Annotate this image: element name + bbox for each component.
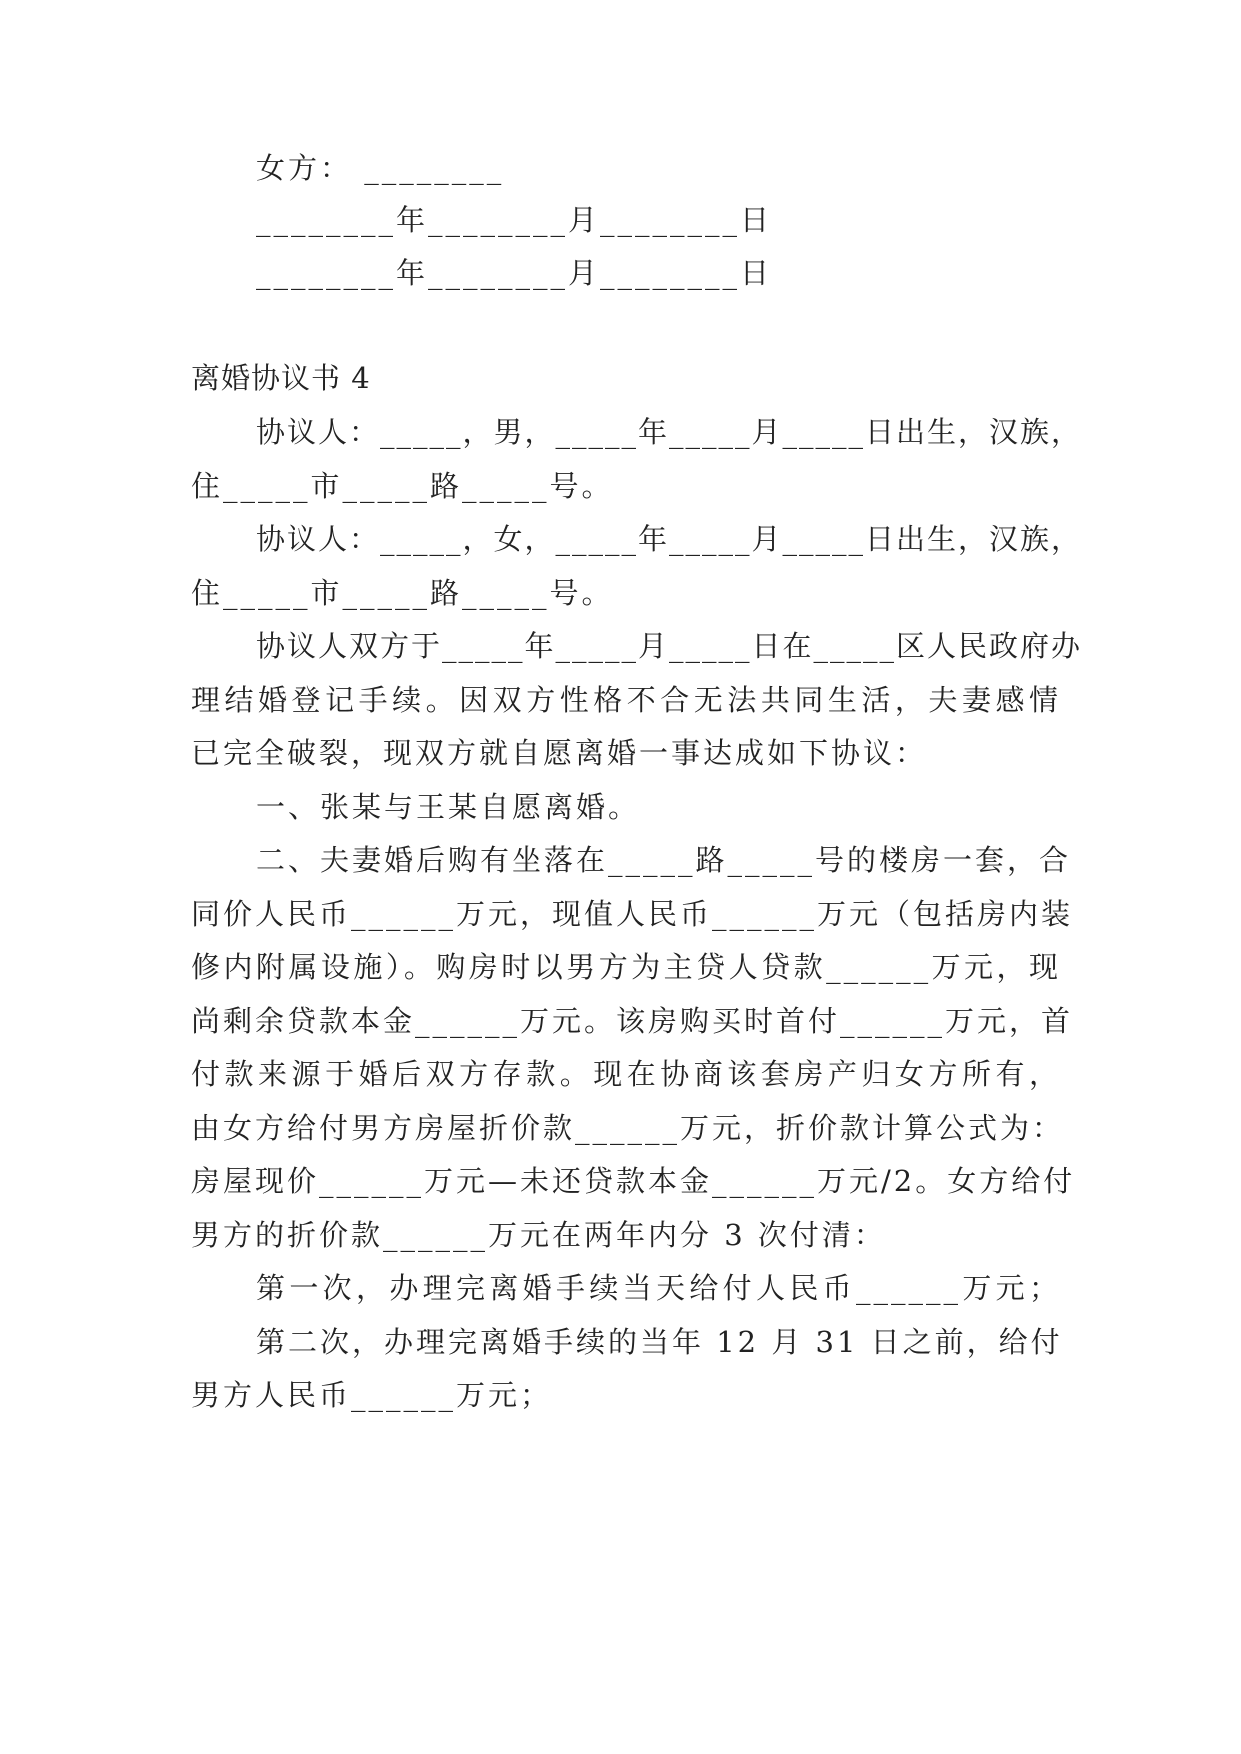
body-line: 协议人双方于_____年_____月_____日在_____区人民政府办 bbox=[256, 629, 1083, 663]
body-line: 住_____市_____路_____号。 bbox=[191, 576, 614, 610]
body-line: 协议人：_____，女，_____年_____月_____日出生，汉族， bbox=[256, 522, 1083, 556]
body-line: 同价人民币______万元，现值人民币______万元（包括房内装 bbox=[191, 897, 1074, 931]
body-line: 房屋现价______万元—未还贷款本金______万元/2。女方给付 bbox=[191, 1164, 1076, 1198]
body-line: 付款来源于婚后双方存款。现在协商该套房产归女方所有， bbox=[191, 1057, 1061, 1091]
body-line: 修内附属设施）。购房时以男方为主贷人贷款______万元，现 bbox=[191, 950, 1061, 984]
body-line: 第一次，办理完离婚手续当天给付人民币______万元； bbox=[256, 1271, 1061, 1305]
document-title: 离婚协议书 4 bbox=[191, 361, 371, 395]
body-line: 男方的折价款______万元在两年内分 3 次付清： bbox=[191, 1218, 886, 1252]
body-line: 理结婚登记手续。因双方性格不合无法共同生活，夫妻感情 bbox=[191, 683, 1061, 717]
body-line: 协议人：_____，男，_____年_____月_____日出生，汉族， bbox=[256, 415, 1083, 449]
body-line: 由女方给付男方房屋折价款______万元，折价款计算公式为： bbox=[191, 1111, 1065, 1145]
body-line: 住_____市_____路_____号。 bbox=[191, 469, 614, 503]
body-line: 二、夫妻婚后购有坐落在_____路_____号的楼房一套，合 bbox=[256, 843, 1072, 877]
signature-date-line: ________年________月________日 bbox=[256, 203, 773, 237]
body-line: 第二次，办理完离婚手续的当年 12 月 31 日之前，给付 bbox=[256, 1325, 1063, 1359]
signature-date-line: ________年________月________日 bbox=[256, 256, 773, 290]
body-line: 已完全破裂，现双方就自愿离婚一事达成如下协议： bbox=[191, 736, 928, 770]
body-line: 一、张某与王某自愿离婚。 bbox=[256, 790, 641, 824]
body-line: 尚剩余贷款本金______万元。该房购买时首付______万元，首 bbox=[191, 1004, 1074, 1038]
female-party-signature: 女方： ________ bbox=[256, 151, 505, 185]
body-line: 男方人民币______万元； bbox=[191, 1378, 553, 1412]
